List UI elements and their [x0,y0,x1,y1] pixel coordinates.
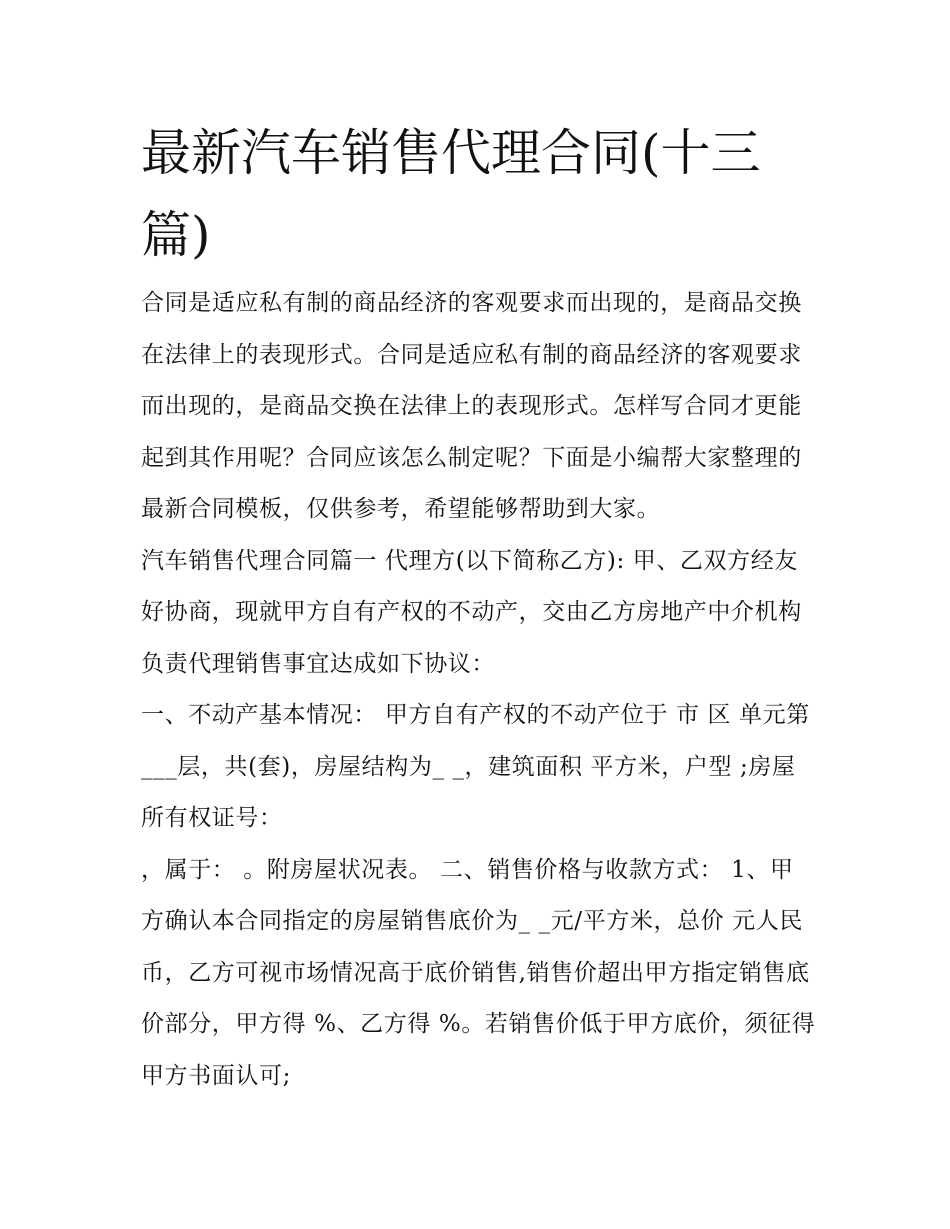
document-title: 最新汽车销售代理合同(十三篇) [141,124,761,264]
document-body [141,278,817,1102]
paragraph-property-info: 一、不动产基本情况： 甲方自有产权的不动产位于 市 区 单元第___层，共(套)，房屋结构为_ _，建筑面积 平方米，户型 ;房屋所有权证号： [141,702,810,831]
paragraph-price-terms: ，属于： 。附房屋状况表。 二、销售价格与收款方式： 1、甲方确认本合同指定的房屋销售底价为_ _元/平方米，总价 元人民币，乙方可视市场情况高于底价销售,销售价超出甲方指定销售底价部分，甲方得 %、乙方得 %。若销售价低于甲方底价，须征得甲方书面认可; [141,856,816,1089]
paragraph-intro: 合同是适应私有制的商品经济的客观要求而出现的，是商品交换在法律上的表现形式。合同是适应私有制的商品经济的客观要求而出现的，是商品交换在法律上的表现形式。怎样写合同才更能起到其作用呢？合同应该怎么制定呢？下面是小编帮大家整理的最新合同模板，仅供参考，希望能够帮助到大家。 [141,290,802,522]
paragraph-contract-opening: 汽车销售代理合同篇一 代理方(以下简称乙方): 甲、乙双方经友好协商，现就甲方自有产权的不动产，交由乙方房地产中介机构负责代理销售事宜达成如下协议： [141,547,802,677]
